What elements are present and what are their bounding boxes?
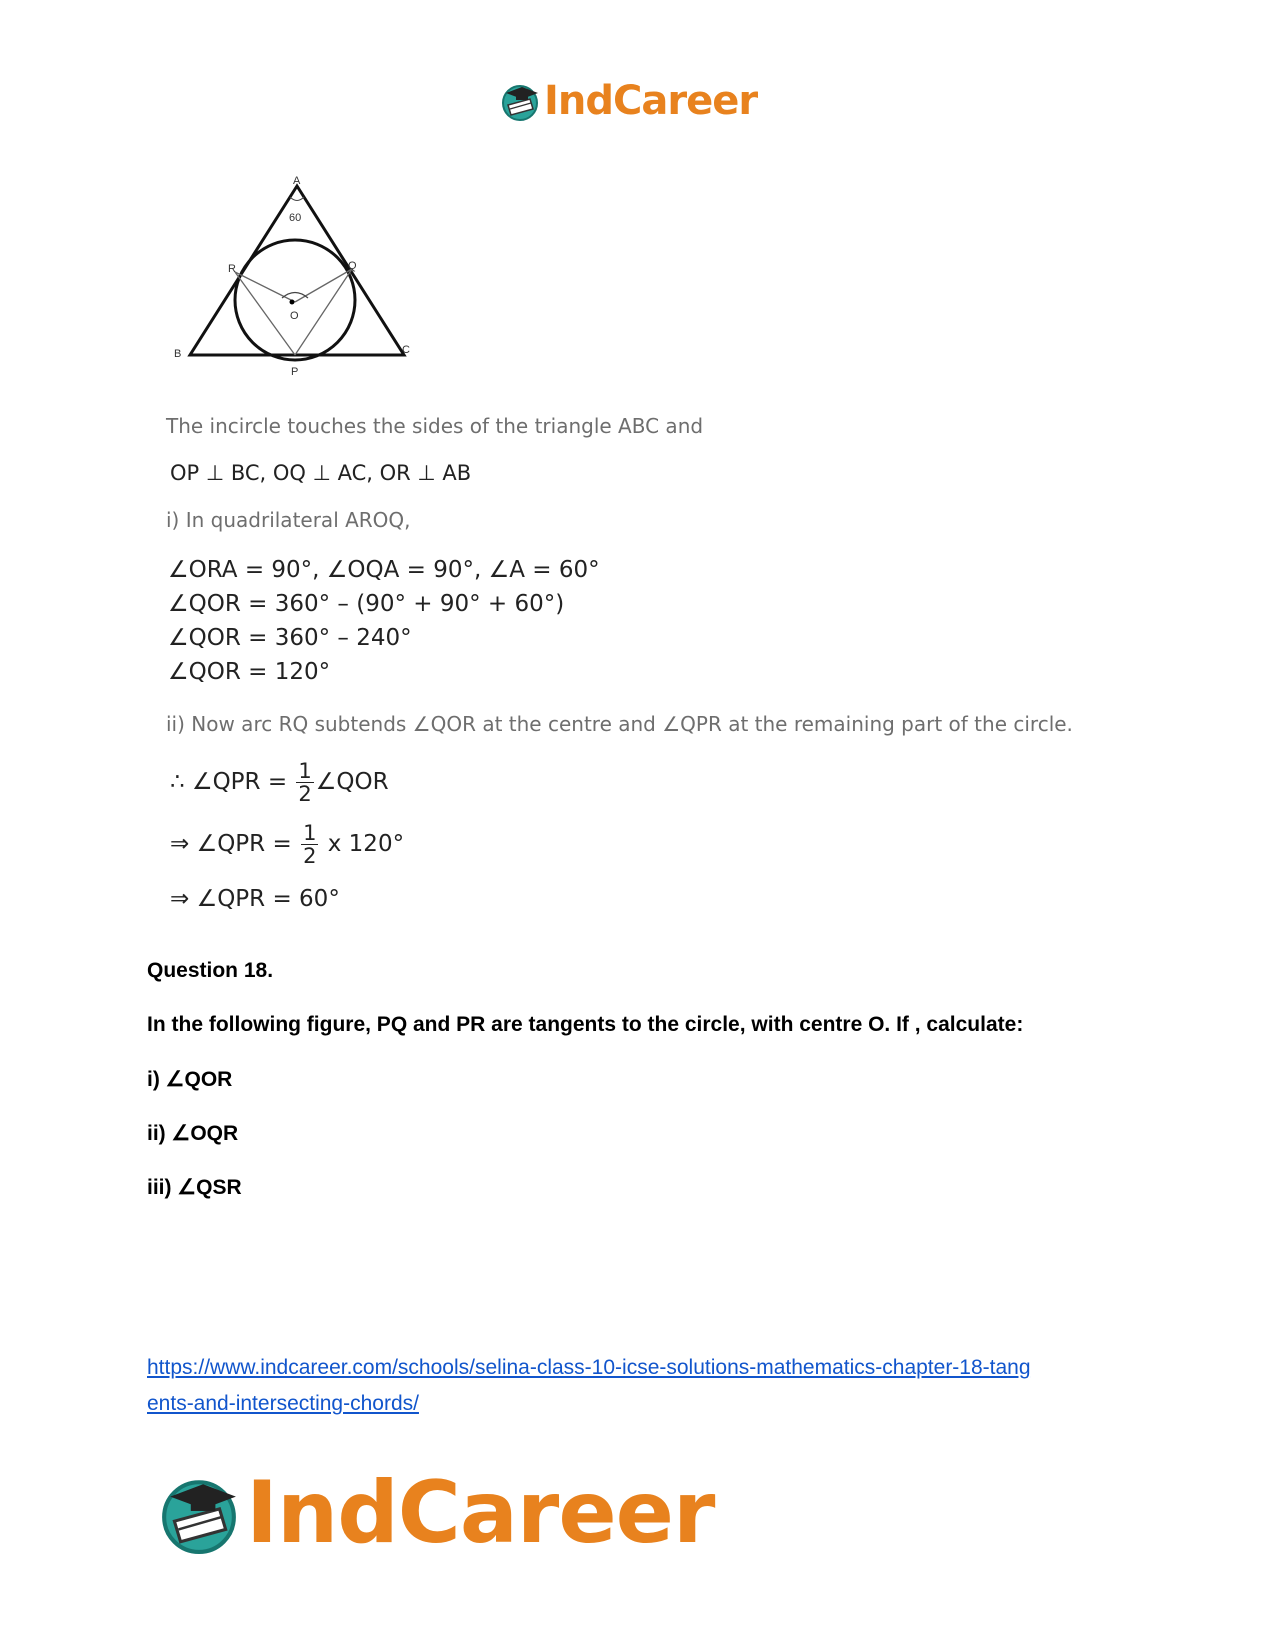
step2-suffix: x 120°	[327, 831, 405, 857]
question-title: Question 18.	[147, 959, 274, 982]
part1-equations	[168, 553, 600, 689]
header-logo	[500, 78, 757, 124]
source-link-line1[interactable]: https://www.indcareer.com/schools/selina-class-10-icse-solutions-mathematics-chapter-18-tang	[147, 1356, 1031, 1379]
solution-perpendiculars: OP ⊥ BC, OQ ⊥ AC, OR ⊥ AB	[170, 461, 472, 485]
label-a: A	[293, 175, 301, 187]
equation-line: ∠QOR = 360° – 240°	[168, 625, 412, 651]
equation-line: ∠QOR = 360° – (90° + 90° + 60°)	[168, 591, 565, 617]
footer-logo-text: IndCareer	[246, 1463, 715, 1563]
question-item: i) ∠QOR	[147, 1068, 233, 1091]
source-link[interactable]	[147, 1350, 1137, 1422]
centre-point	[290, 300, 295, 305]
step3-equation: ⇒ ∠QPR = 60°	[170, 886, 340, 912]
label-r: R	[228, 263, 236, 275]
incircle	[235, 240, 355, 360]
angle-arc-a	[290, 197, 304, 201]
segment-pq	[295, 269, 352, 355]
step2-prefix: ⇒ ∠QPR =	[170, 831, 292, 857]
solution-intro: The incircle touches the sides of the triangle ABC and	[166, 414, 704, 438]
fraction-half: $\frac{1}{2}$	[298, 759, 312, 806]
label-p: P	[291, 366, 299, 378]
label-b: B	[174, 348, 182, 360]
graduation-cap-book-globe-icon	[500, 81, 540, 121]
segment-pr	[235, 272, 295, 355]
question-item: ii) ∠OQR	[147, 1122, 239, 1145]
header-logo-text: IndCareer	[544, 78, 758, 124]
equation-line: ∠ORA = 90°, ∠OQA = 90°, ∠A = 60°	[168, 557, 600, 583]
part2-title: ii) Now arc RQ subtends ∠QOR at the centre and ∠QPR at the remaining part of the circle.	[166, 712, 1073, 736]
footer-logo	[158, 1465, 714, 1561]
label-q: Q	[348, 260, 357, 272]
question-text: In the following figure, PQ and PR are tangents to the circle, with centre O. If , calculate:	[147, 1013, 1024, 1036]
equation-line: ∠QOR = 120°	[168, 659, 331, 685]
label-c: C	[402, 344, 410, 356]
part1-title: i) In quadrilateral AROQ,	[166, 508, 411, 532]
fraction-half: $\frac{1}{2}$	[303, 821, 317, 868]
question-item: iii) ∠QSR	[147, 1176, 242, 1199]
segment-oq	[295, 269, 352, 302]
incircle-triangle-figure	[170, 172, 430, 382]
step2-equation	[170, 822, 404, 867]
graduation-cap-book-globe-icon	[158, 1472, 240, 1554]
step1-equation	[170, 760, 389, 805]
label-angle-60: 60	[289, 212, 302, 224]
label-o: O	[290, 310, 299, 322]
source-link-line2[interactable]: ents-and-intersecting-chords/	[147, 1392, 419, 1415]
step1-prefix: ∴ ∠QPR =	[170, 769, 288, 795]
step1-suffix: ∠QOR	[315, 769, 389, 795]
segment-or	[235, 272, 295, 302]
